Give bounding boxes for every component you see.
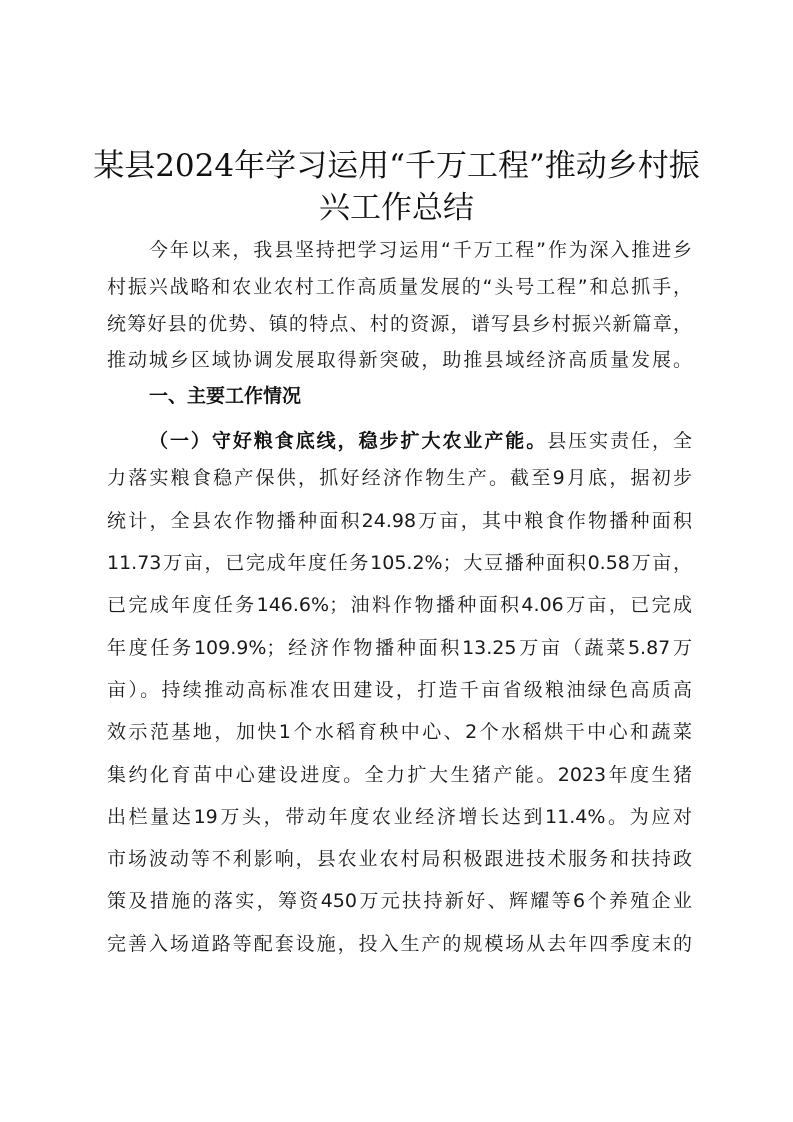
subsection-first-line xyxy=(149,428,692,454)
body-paragraph-line: 统计，全县农作物播种面积24.98万亩，其中粮食作物播种面积 xyxy=(107,510,692,532)
body-paragraph-line: 年度任务109.9%；经济作物播种面积13.25万亩（蔬菜5.87万 xyxy=(107,637,692,659)
subsection-first-line-rest: 县压实责任，全 xyxy=(547,430,692,452)
body-paragraph-line: 已完成年度任务146.6%；油料作物播种面积4.06万亩，已完成 xyxy=(107,594,692,616)
body-paragraph-line: 出栏量达19万头，带动年度农业经济增长达到11.4%。为应对 xyxy=(107,806,692,828)
document-title-line-2: 兴工作总结 xyxy=(319,190,474,226)
body-paragraph-line: 亩）。持续推动高标准农田建设，打造千亩省级粮油绿色高质高 xyxy=(107,679,692,701)
intro-paragraph-line: 统筹好县的优势、镇的特点、村的资源，谱写县乡村振兴新篇章， xyxy=(107,313,692,335)
document-title-line-1: 某县2024年学习运用“千万工程”推动乡村振 xyxy=(93,148,700,184)
body-paragraph-line: 集约化育苗中心建设进度。全力扩大生猪产能。2023年度生猪 xyxy=(107,764,692,786)
body-paragraph-line: 11.73万亩，已完成年度任务105.2%；大豆播种面积0.58万亩， xyxy=(107,552,692,574)
section-heading: 一、主要工作情况 xyxy=(149,385,302,407)
body-paragraph-line: 效示范基地，加快1个水稻育秧中心、2个水稻烘干中心和蔬菜 xyxy=(107,721,692,743)
body-paragraph-line: 完善入场道路等配套设施，投入生产的规模场从去年四季度末的 xyxy=(107,933,692,955)
intro-paragraph-line: 推动城乡区域协调发展取得新突破，助推县域经济高质量发展。 xyxy=(107,349,692,371)
intro-paragraph-line: 村振兴战略和农业农村工作高质量发展的“头号工程”和总抓手， xyxy=(107,276,692,298)
body-paragraph-line: 市场波动等不利影响，县农业农村局积极跟进技术服务和扶持政 xyxy=(107,848,692,870)
body-paragraph-line: 力落实粮食稳产保供，抓好经济作物生产。截至9月底，据初步 xyxy=(107,467,692,489)
subsection-heading: （一）守好粮食底线，稳步扩大农业产能。 xyxy=(149,430,548,452)
intro-paragraph-line: 今年以来，我县坚持把学习运用“千万工程”作为深入推进乡 xyxy=(149,239,692,261)
body-paragraph-line: 策及措施的落实，筹资450万元扶持新好、辉耀等6个养殖企业 xyxy=(107,890,692,912)
